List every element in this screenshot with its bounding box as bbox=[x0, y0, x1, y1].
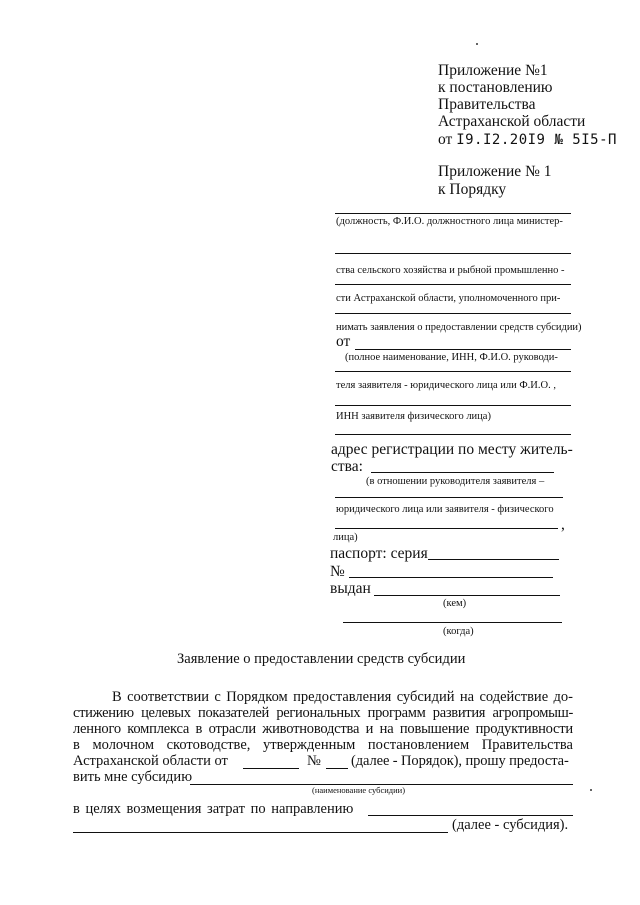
blank-line bbox=[335, 313, 571, 314]
appendix-line-7: к Порядку bbox=[438, 181, 507, 198]
body-line-3 bbox=[73, 721, 573, 737]
hint-when: (когда) bbox=[443, 626, 474, 637]
address-label-cont: ства: bbox=[331, 458, 363, 475]
blank-line bbox=[335, 213, 571, 214]
direction-blank bbox=[368, 815, 573, 816]
hint-legal-person: юридического лица или заявителя - физического bbox=[336, 504, 554, 515]
hint-position: (должность, Ф.И.О. должностного лица министер- bbox=[336, 216, 563, 227]
passport-series-label: паспорт: серия bbox=[330, 545, 428, 562]
body-line-4-text: в молочном скотоводстве, утвержденным постановлением Правительства bbox=[73, 737, 573, 753]
scan-dot bbox=[476, 43, 478, 45]
passport-number-label: № bbox=[330, 563, 345, 580]
hint-inn: ИНН заявителя физического лица) bbox=[336, 411, 491, 422]
decree-number-blank bbox=[326, 768, 348, 769]
blank-line bbox=[335, 434, 571, 435]
passport-series-blank bbox=[428, 559, 559, 560]
body-line-6a: вить мне субсидию bbox=[73, 769, 193, 785]
from-blank-line bbox=[355, 349, 571, 350]
issued-blank bbox=[374, 595, 560, 596]
from-label: от bbox=[336, 333, 351, 350]
scan-dot bbox=[590, 789, 592, 791]
hint-applicant: (полное наименование, ИНН, Ф.И.О. руководи- bbox=[345, 352, 558, 363]
blank-line bbox=[335, 528, 558, 529]
document-title: Заявление о предоставлении средств субсидии bbox=[177, 651, 466, 667]
issued-blank-2 bbox=[343, 622, 562, 623]
blank-line bbox=[335, 497, 563, 498]
body-line-5c: (далее - Порядок), прошу предоста- bbox=[351, 753, 569, 769]
blank-line bbox=[335, 371, 571, 372]
decree-date-blank bbox=[243, 768, 299, 769]
appendix-date-prefix: от bbox=[438, 131, 453, 148]
blank-line bbox=[335, 284, 571, 285]
appendix-line-2: к постановлению bbox=[438, 79, 553, 96]
body-line-4 bbox=[73, 737, 573, 753]
hint-head: теля заявителя - юридического лица или Ф.И.О. , bbox=[336, 380, 556, 391]
passport-number-blank bbox=[349, 577, 553, 578]
appendix-date-stamp: I9.I2.20I9 № 5I5-П bbox=[456, 132, 617, 148]
body-line-5b: № bbox=[307, 753, 321, 769]
body-line-8-tail: (далее - субсидия). bbox=[452, 817, 569, 833]
issued-label: выдан bbox=[330, 580, 371, 597]
appendix-date-line bbox=[438, 131, 617, 149]
body-line-1-text: В соответствии с Порядком предоставления субсидий на содействие до- bbox=[112, 689, 573, 705]
blank-line bbox=[335, 405, 571, 406]
hint-head-ref: (в отношении руководителя заявителя – bbox=[366, 476, 545, 487]
body-line-7a: в целях возмещения затрат по направлению bbox=[73, 801, 354, 817]
body-line-1 bbox=[73, 689, 573, 705]
body-line-2-text: стижению целевых показателей региональных программ развития агропромыш- bbox=[73, 705, 573, 721]
address-blank-line bbox=[371, 472, 554, 473]
appendix-line-1: Приложение №1 bbox=[438, 62, 548, 79]
appendix-line-6: Приложение № 1 bbox=[438, 163, 552, 180]
body-line-2 bbox=[73, 705, 573, 721]
hint-by-whom: (кем) bbox=[443, 598, 467, 609]
address-label: адрес регистрации по месту житель- bbox=[331, 441, 573, 458]
hint-region: сти Астраханской области, уполномоченного при- bbox=[336, 293, 561, 304]
appendix-line-4: Астраханской области bbox=[438, 113, 586, 130]
appendix-line-3: Правительства bbox=[438, 96, 536, 113]
hint-ministry: ства сельского хозяйства и рыбной промышленно - bbox=[336, 265, 565, 276]
body-line-3-text: ленного комплекса в отрасли животноводства и на повышение продуктивности bbox=[73, 721, 573, 737]
body-line-5a: Астраханской области от bbox=[73, 753, 228, 769]
comma-mark: , bbox=[561, 516, 565, 533]
hint-subsidy-name: (наименование субсидии) bbox=[312, 785, 406, 795]
blank-line bbox=[335, 253, 571, 254]
hint-accept: нимать заявления о предоставлении средств субсидии) bbox=[336, 322, 582, 333]
direction-blank-2 bbox=[73, 832, 448, 833]
hint-person: лица) bbox=[333, 532, 358, 543]
